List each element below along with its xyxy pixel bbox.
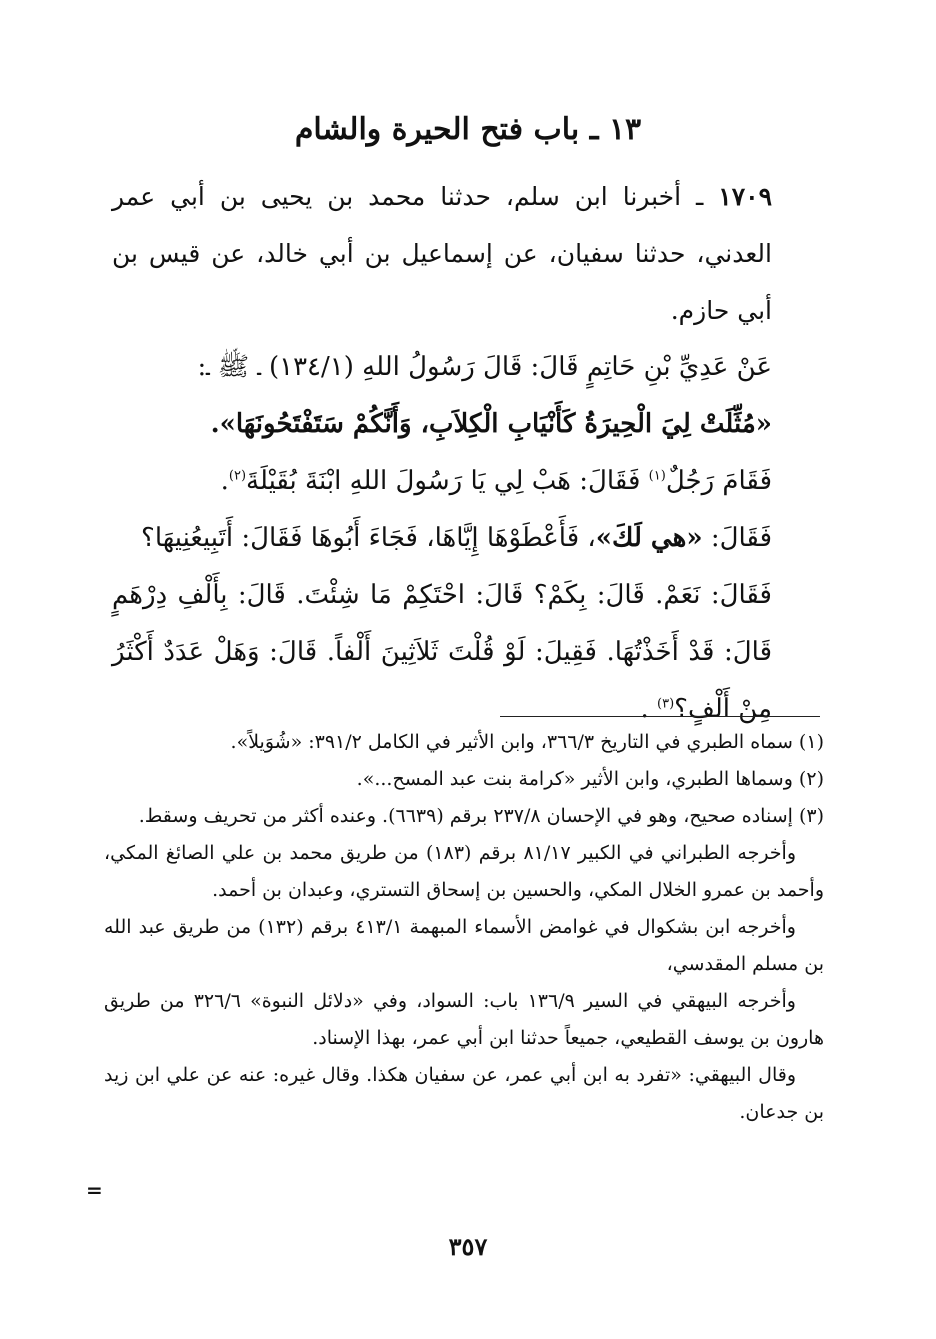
hadith-line-dialogue — [112, 567, 772, 738]
hadith-text-segment: . — [220, 466, 229, 496]
footnote-ref-3: (٣) — [657, 696, 675, 712]
footnote-separator — [500, 716, 820, 717]
chapter-title: ١٣ ـ باب فتح الحيرة والشام — [294, 112, 642, 147]
footnotes — [104, 724, 824, 1131]
prophet-reply: «هي لَكَ» — [595, 523, 703, 553]
hadith-line-man-stood — [112, 453, 772, 510]
footnote-2: (٢) وسماها الطبري، وابن الأثير «كرامة بنت عبد المسح...». — [356, 768, 824, 790]
hadith-line-father — [112, 510, 772, 567]
footnote-3-paragraph-2: وأخرجه ابن بشكوال في غوامض الأسماء المبهمة ٤١٣/١ برقم (١٣٢) من طريق عبد الله بن مسلم المقدسي، — [104, 916, 824, 975]
hadith-text-segment: فَقَالَ: — [702, 523, 772, 553]
hadith-text-segment: فَقَامَ رَجُلٌ — [665, 466, 772, 496]
isnad-text: ـ أخبرنا ابن سلم، حدثنا محمد بن يحيى بن أبي عمر العدني، حدثنا سفيان، عن إسماعيل بن أبي خالد، عن قيس بن أبي حازم. — [112, 182, 772, 325]
footnote-ref-1: (١) — [648, 468, 666, 484]
hadith-text-segment: . — [640, 694, 658, 724]
hadith-intro: عَنْ عَدِيِّ بْنِ حَاتِمٍ قَالَ: قَالَ رَسُولُ اللهِ (١٣٤/١) ـ ﷺ ـ: — [197, 352, 772, 382]
footnote-1: (١) سماه الطبري في التاريخ ٣٦٦/٣، وابن الأثير في الكامل ٣٩١/٢: «شُوَيلاً». — [230, 731, 824, 753]
footnote-ref-2: (٢) — [228, 468, 247, 484]
hadith-text-segment: فَقَالَ: نَعَمْ. قَالَ: بِكَمْ؟ قَالَ: احْتَكِمْ مَا شِئْتَ. قَالَ: بِأَلْفِ دِرْهَمٍ قَالَ: قَدْ أَخَذْتُهَا. فَقِيلَ: لَوْ قُلْتَ ثَلاَثِينَ أَلْفاً. قَالَ: وَهَلْ عَدَدٌ أَكْثَرُ مِنْ أَلْفٍ؟ — [112, 580, 772, 724]
hadith-text-segment: فَقَالَ: هَبْ لِي يَا رَسُولَ اللهِ ابْنَةَ بُقَيْلَةَ — [246, 466, 649, 496]
footnote-3-paragraph-4: وقال البيهقي: «تفرد به ابن أبي عمر، عن سفيان هكذا. وقال غيره: عنه عن علي ابن زيد بن جدعان. — [104, 1064, 824, 1123]
continuation-mark: = — [86, 1178, 103, 1202]
hadith-text-segment: ، فَأَعْطَوْهَا إِيَّاهَا، فَجَاءَ أَبُوهَا فَقَالَ: أَتَبِيعُنِيهَا؟ — [141, 523, 596, 553]
main-text — [112, 168, 772, 738]
footnote-3: (٣) إسناده صحيح، وهو في الإحسان ٢٣٧/٨ برقم (٦٦٣٩). وعنده أكثر من تحريف وسقط. — [138, 805, 824, 827]
page-number: ٣٥٧ — [448, 1232, 488, 1261]
footnote-3-paragraph-3: وأخرجه البيهقي في السير ١٣٦/٩ باب: السواد، وفي «دلائل النبوة» ٣٢٦/٦ من طريق هارون بن يوسف القطيعي، جميعاً حدثنا ابن أبي عمر، بهذا الإسناد. — [104, 990, 824, 1049]
footnote-3-paragraph-1: وأخرجه الطبراني في الكبير ٨١/١٧ برقم (١٨٣) من طريق محمد بن علي الصائغ المكي، وأحمد بن عمرو الخلال المكي، والحسين بن إسحاق التستري، وعبدان بن أحمد. — [104, 842, 824, 901]
isnad-paragraph — [112, 168, 772, 339]
prophet-quote: «مُثِّلَتْ لِيَ الْحِيرَةُ كَأَنْيَابِ الْكِلاَبِ، وَأَنَّكُمْ سَتَفْتَحُونَهَا». — [210, 409, 772, 439]
hadith-number: ١٧٠٩ — [718, 182, 772, 211]
